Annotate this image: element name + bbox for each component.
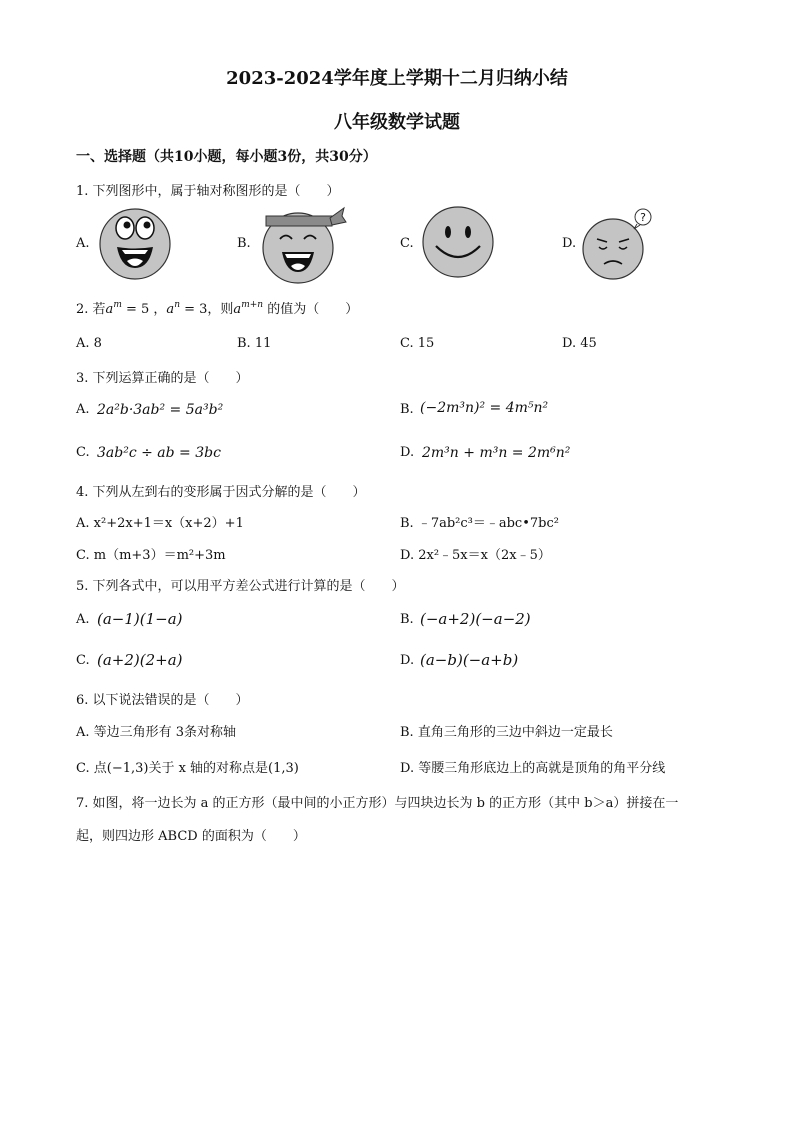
q3-option-d-expr: 2m³n + m³n = 2m⁶n²: [422, 445, 571, 461]
question-6-stem: 6. 以下说法错误的是（ ）: [76, 693, 249, 708]
exam-title: 2023-2024学年度上学期十二月归纳小结: [226, 68, 568, 89]
q5-option-a-label: A.: [76, 612, 90, 627]
q2-tail: 的值为（ ）: [263, 302, 359, 317]
q3-option-a-expr: 2a²b·3ab² = 5a³b²: [97, 402, 224, 418]
exam-subtitle: 八年级数学试题: [334, 112, 460, 133]
q4-option-a: A. x²+2x+1＝x（x+2）+1: [76, 516, 244, 531]
q2-base-a3: a: [233, 302, 242, 317]
q2-option-d: D. 45: [562, 336, 597, 351]
q6-option-c: C. 点(−1,3)关于 x 轴的对称点是(1,3): [76, 761, 299, 776]
question-4-stem: 4. 下列从左到右的变形属于因式分解的是（ ）: [76, 485, 366, 500]
q5-option-d-label: D.: [400, 653, 415, 668]
q5-option-a-expr: (a−1)(1−a): [97, 610, 183, 628]
q2-eq1: = 5 ，: [121, 302, 167, 317]
q2-base-a2: a: [166, 302, 175, 317]
q6-option-d: D. 等腰三角形底边上的高就是顶角的角平分线: [400, 761, 666, 776]
q3-option-c-label: C.: [76, 445, 90, 460]
q2-eq2: = 3，则: [179, 302, 234, 317]
q3-option-a-label: A.: [76, 402, 90, 417]
grinning-face-icon: [95, 204, 175, 282]
question-7-stem-line2: 起，则四边形 ABCD 的面积为（ ）: [76, 829, 306, 844]
question-2-stem: [76, 298, 358, 317]
headband-laughing-face-icon: [258, 204, 348, 284]
q3-option-d-label: D.: [400, 445, 415, 460]
q3-option-c-expr: 3ab²c ÷ ab = 3bc: [97, 445, 221, 461]
question-1-stem: 1. 下列图形中，属于轴对称图形的是（ ）: [76, 184, 340, 199]
q5-option-d-expr: (a−b)(−a+b): [420, 651, 519, 669]
question-5-stem: 5. 下列各式中，可以用平方差公式进行计算的是（ ）: [76, 579, 405, 594]
q2-exp-mn: m+n: [241, 300, 264, 310]
q6-option-a: A. 等边三角形有 3条对称轴: [76, 725, 237, 740]
q1-option-d-label: D.: [562, 236, 577, 251]
q1-option-b-label: B.: [237, 236, 251, 251]
q2-exp-m: m: [113, 300, 122, 310]
q5-option-b-label: B.: [400, 612, 414, 627]
question-7-stem-line1: 7. 如图，将一边长为 a 的正方形（最中间的小正方形）与四块边长为 b 的正方形（其中 b＞a）拼接在一: [76, 796, 679, 811]
q2-prefix: 2. 若: [76, 302, 106, 317]
q3-option-b-expr: (−2m³n)² = 4m⁵n²: [420, 400, 549, 416]
q2-base-a1: a: [105, 302, 114, 317]
q4-option-b: B. ﹣7ab²c³＝﹣abc•7bc²: [400, 516, 559, 531]
q5-option-b-expr: (−a+2)(−a−2): [420, 610, 531, 628]
confused-face-icon: [582, 206, 654, 280]
svg-text:?: ?: [640, 211, 646, 224]
question-3-stem: 3. 下列运算正确的是（ ）: [76, 371, 249, 386]
q2-option-b: B. 11: [237, 336, 272, 351]
q2-exp-n: n: [174, 300, 180, 310]
q3-option-b-label: B.: [400, 402, 414, 417]
q2-option-c: C. 15: [400, 336, 435, 351]
q4-option-c: C. m（m+3）＝m²+3m: [76, 548, 226, 563]
q5-option-c-expr: (a+2)(2+a): [97, 651, 183, 669]
q2-option-a: A. 8: [76, 336, 102, 351]
q1-option-a-label: A.: [76, 236, 90, 251]
q1-option-c-label: C.: [400, 236, 414, 251]
q5-option-c-label: C.: [76, 653, 90, 668]
smiling-face-icon: [420, 204, 496, 280]
q4-option-d: D. 2x²﹣5x＝x（2x﹣5）: [400, 548, 551, 563]
section-heading-choice: 一、选择题（共10小题，每小题3份，共30分）: [76, 149, 377, 165]
q6-option-b: B. 直角三角形的三边中斜边一定最长: [400, 725, 613, 740]
